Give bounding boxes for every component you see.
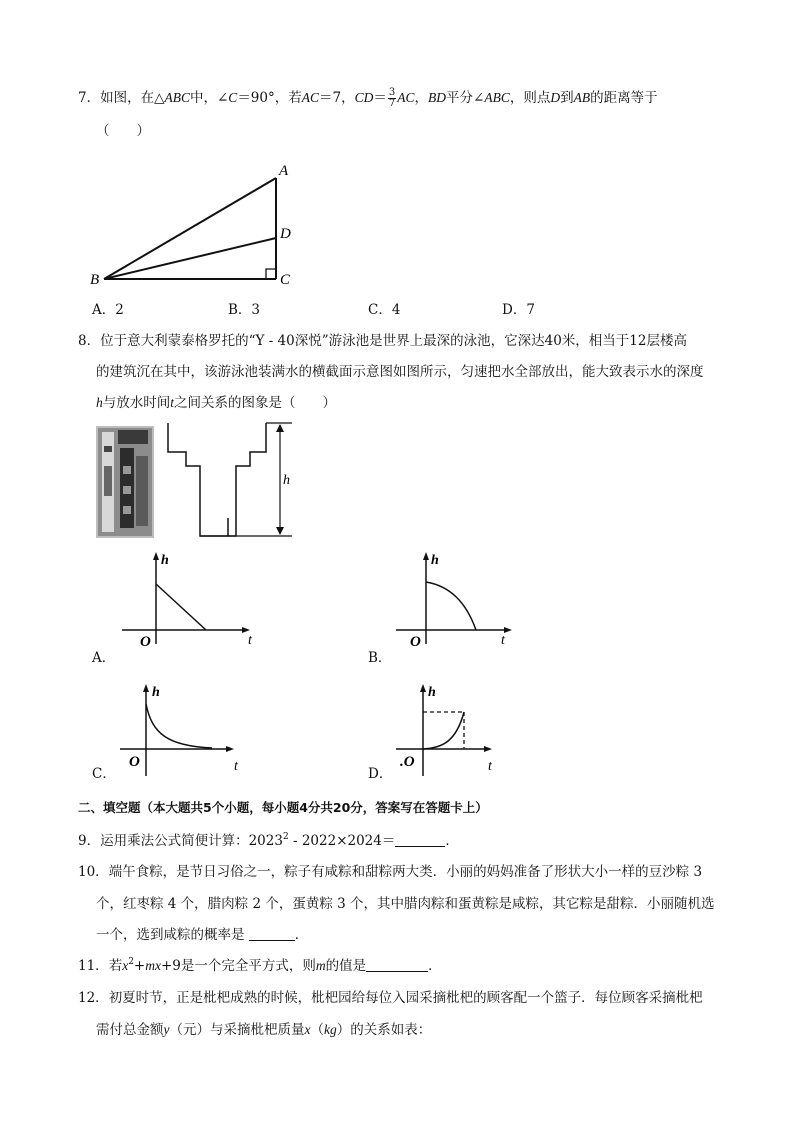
h-arrow-head-top — [276, 424, 284, 432]
t-axis-arrow — [484, 746, 492, 752]
q11-stem: 11．若$x^2+mx+9$是一个完全平方式，则m的值是 ． — [78, 957, 442, 974]
q7-answer-paren: （ ） — [96, 123, 150, 139]
q8-graph-c — [116, 678, 256, 778]
q7-stem: 7．如图，在△ABC中，∠C＝90°，若AC＝7，CD＝ $\frac{3}{7}$ AC，BD平分∠ABC，则点D到AB的距离等于 — [78, 87, 658, 109]
graph-a-curve — [156, 584, 206, 630]
answer-blank[interactable] — [395, 832, 445, 847]
h-axis-label: h — [161, 553, 169, 568]
h-axis-label: h — [431, 553, 439, 568]
label-d: D — [280, 226, 291, 242]
q8-option-b: B． — [368, 650, 392, 666]
segment-ba — [104, 178, 276, 279]
q10-stem-line3: 一个，选到咸粽的概率是 ． — [96, 927, 309, 943]
q8-option-c: C． — [92, 766, 116, 782]
origin-label: O — [129, 754, 140, 770]
pool-outline — [168, 423, 266, 536]
q7-option-c: C．4 — [368, 302, 401, 318]
q8-graph-d — [392, 678, 532, 778]
graph-c-curve — [146, 704, 212, 748]
h-axis-label: h — [152, 685, 160, 700]
t-axis-label: t — [234, 759, 238, 774]
right-angle-mark — [266, 269, 276, 279]
pool-cross-section-figure — [162, 420, 302, 542]
q8-graph-a — [118, 548, 258, 648]
origin-label: O — [410, 634, 421, 650]
q12-stem-line1: 12．初夏时节，正是枇杷成熟的时候，枇杷园给每位入园采摘枇杷的顾客配一个篮子．每位顾客采摘枇杷 — [78, 990, 703, 1006]
origin-label: .O — [400, 754, 415, 770]
q7-option-d: D．7 — [502, 302, 535, 318]
t-axis-label: t — [501, 633, 505, 648]
q9-stem: 9．运用乘法公式简便计算：2023$^2$ - 2022×2024＝ ． — [78, 832, 459, 849]
q12-stem-line2: 需付总金额y（元）与采摘枇杷质量x（kg）的关系如表： — [96, 1022, 432, 1038]
q8-option-a: A． — [92, 650, 116, 666]
graph-d-curve — [423, 712, 464, 749]
label-c: C — [280, 272, 291, 288]
q10-stem-line2: 个，红枣粽 4 个，腊肉粽 2 个，蛋黄粽 3 个，其中腊肉粽和蛋黄粽是咸粽，其它粽是甜粽．小丽随机选 — [96, 896, 715, 912]
answer-blank[interactable] — [249, 926, 295, 941]
h-axis-arrow — [423, 552, 429, 560]
q8-stem-line1: 8．位于意大利蒙泰格罗托的“Y - 40深悦”游泳池是世界上最深的泳池，它深达40米，相当于12层楼高 — [78, 333, 687, 349]
q7-option-b: B．3 — [228, 302, 261, 318]
fraction-3-7: $\frac{3}{7}$ — [388, 87, 396, 109]
t-axis-label: t — [248, 633, 252, 648]
q8-option-d: D． — [368, 766, 393, 782]
q8-graph-b — [392, 548, 532, 648]
section-2-heading: 二、填空题（本大题共5个小题，每小题4分共20分，答案写在答题卡上） — [78, 800, 488, 815]
answer-blank[interactable] — [366, 957, 428, 972]
label-b: B — [90, 272, 100, 288]
t-axis-label: t — [488, 759, 492, 774]
segment-bd — [104, 238, 276, 279]
h-axis-arrow — [420, 684, 426, 692]
q8-stem-line3: h与放水时间t之间关系的图象是（ ） — [96, 395, 337, 411]
q7-option-a: A．2 — [92, 302, 124, 318]
graph-b-curve — [426, 582, 476, 630]
h-arrow-head-bottom — [276, 527, 284, 535]
t-axis-arrow — [226, 746, 234, 752]
h-dimension-label: h — [283, 473, 290, 488]
h-axis-label: h — [428, 685, 436, 700]
q10-stem-line1: 10．端午食粽，是节日习俗之一，粽子有咸粽和甜粽两大类．小丽的妈妈准备了形状大小一样的豆沙粽 3 — [78, 864, 703, 880]
h-axis-arrow — [143, 684, 149, 692]
t-axis-arrow — [504, 627, 512, 633]
origin-label: O — [140, 634, 151, 650]
h-axis-arrow — [153, 552, 159, 560]
label-a: A — [279, 163, 289, 179]
q8-stem-line2: 的建筑沉在其中，该游泳池装满水的横截面示意图如图所示，匀速把水全部放出，能大致表示水的深度 — [96, 364, 704, 380]
q7-triangle-figure — [80, 158, 310, 293]
pool-photo — [96, 426, 154, 538]
